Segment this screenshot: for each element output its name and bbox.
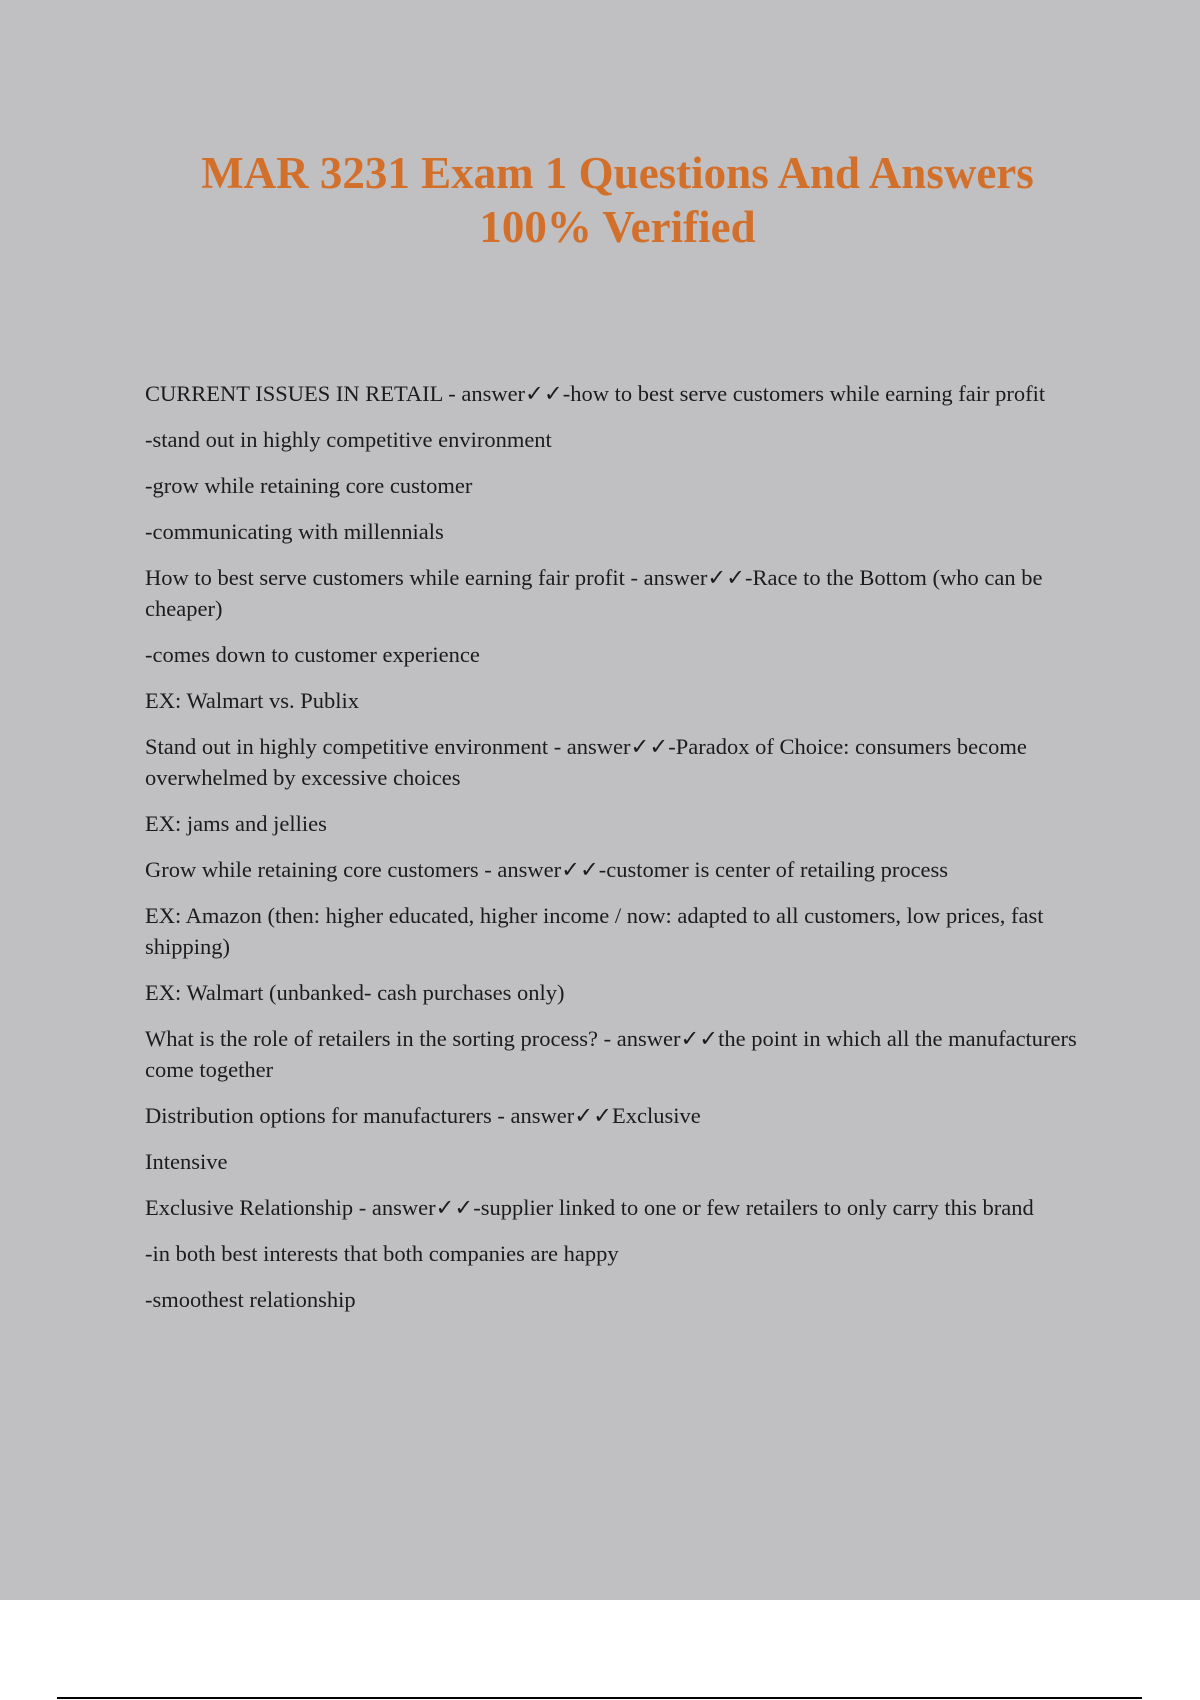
qa-paragraph: -comes down to customer experience — [145, 642, 480, 667]
qa-paragraph: Intensive — [145, 1149, 228, 1174]
qa-paragraph: Grow while retaining core customers - answer✓✓-customer is center of retailing process — [145, 857, 949, 882]
qa-paragraph: -smoothest relationship — [145, 1287, 356, 1312]
qa-paragraph: Exclusive Relationship - answer✓✓-supplier linked to one or few retailers to only carry this brand — [145, 1195, 1034, 1220]
page-divider — [57, 1697, 1142, 1699]
qa-paragraph: Stand out in highly competitive environment - answer✓✓-Paradox of Choice: consumers become overwhelmed by excessive choices — [145, 734, 1027, 790]
page-title — [150, 146, 1085, 254]
title-line-1: MAR 3231 Exam 1 Questions And Answers — [201, 148, 1034, 198]
qa-paragraph: CURRENT ISSUES IN RETAIL - answer✓✓-how to best serve customers while earning fair profit — [145, 381, 1046, 406]
qa-paragraph: -in both best interests that both companies are happy — [145, 1241, 619, 1266]
qa-paragraph: EX: Walmart (unbanked- cash purchases only) — [145, 980, 565, 1005]
title-line-2: 100% Verified — [479, 202, 756, 252]
qa-paragraph: Distribution options for manufacturers - answer✓✓Exclusive — [145, 1103, 701, 1128]
qa-paragraph: How to best serve customers while earning fair profit - answer✓✓-Race to the Bottom (who can be cheaper) — [145, 565, 1043, 621]
qa-paragraph: What is the role of retailers in the sorting process? - answer✓✓the point in which all the manufacturers come together — [145, 1026, 1077, 1082]
qa-paragraph: -stand out in highly competitive environment — [145, 427, 552, 452]
qa-content — [145, 378, 1085, 1330]
qa-paragraph: -communicating with millennials — [145, 519, 444, 544]
qa-paragraph: EX: Walmart vs. Publix — [145, 688, 360, 713]
qa-paragraph: EX: Amazon (then: higher educated, higher income / now: adapted to all customers, low prices, fast shipping) — [145, 903, 1044, 959]
qa-paragraph: -grow while retaining core customer — [145, 473, 473, 498]
qa-paragraph: EX: jams and jellies — [145, 811, 327, 836]
